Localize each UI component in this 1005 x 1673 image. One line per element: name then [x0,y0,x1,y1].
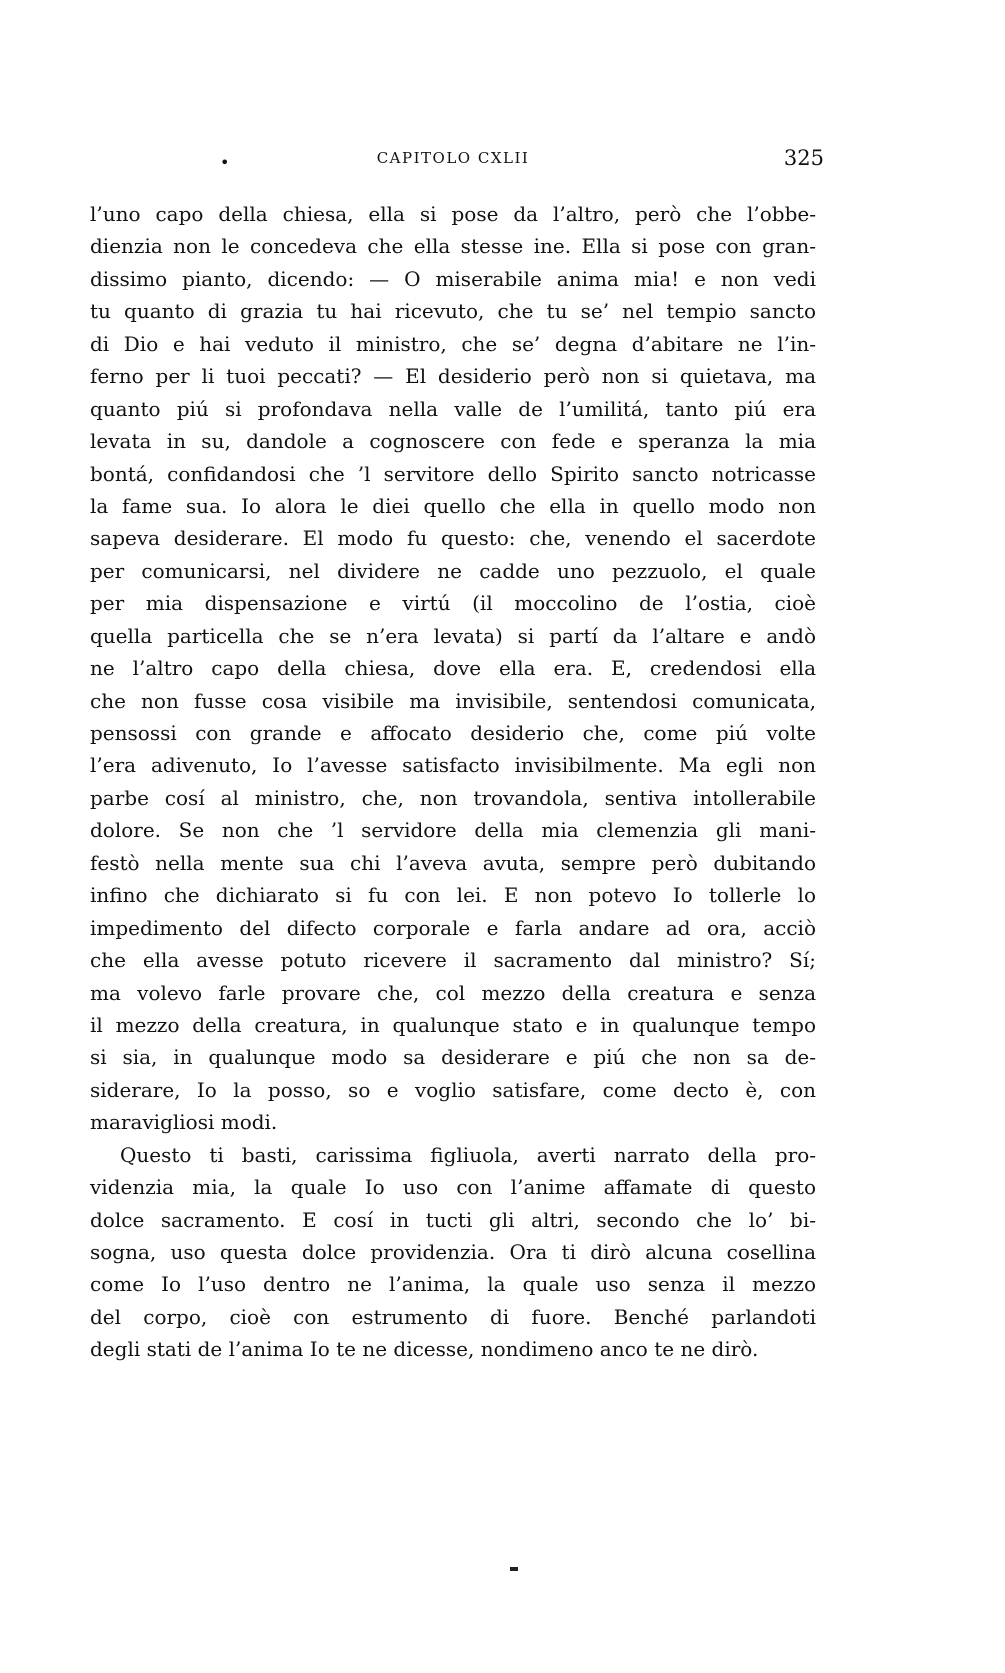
running-title: CAPITOLO CXLII [376,149,530,167]
footer-mark [510,1567,518,1571]
paragraph-1 [90,198,816,1139]
text-line: degli stati de l’anima Io te ne dicesse, nondimeno anco te ne dirò. [90,1337,759,1362]
text-line: parbe cosí al ministro, che, non trovandola, sentiva intollerabile [90,785,816,810]
text-line: il mezzo della creatura, in qualunque stato e in qualunque tempo [90,1012,816,1037]
text-line: l’era adivenuto, Io l’avesse satisfacto invisibilmente. Ma egli non [90,753,816,778]
text-line: si sia, in qualunque modo sa desiderare e piú che non sa de- [90,1045,816,1070]
text-line: tu quanto di grazia tu hai ricevuto, che tu se’ nel tempio sancto [90,299,816,324]
text-line: di Dio e hai veduto il ministro, che se’ degna d’abitare ne l’in- [90,331,816,356]
page-body [90,198,816,1366]
text-line: ne l’altro capo della chiesa, dove ella era. E, credendosi ella [90,656,816,681]
text-line: per mia dispensazione e virtú (il moccolino de l’ostia, cioè [90,591,816,616]
text-line: ferno per li tuoi peccati? — El desiderio però non si quietava, ma [90,364,816,389]
text-line: come Io l’uso dentro ne l’anima, la quale uso senza il mezzo [90,1272,816,1297]
text-line: ma volevo farle provare che, col mezzo della creatura e senza [90,980,816,1005]
text-line: infino che dichiarato si fu con lei. E non potevo Io tollerle lo [90,883,816,908]
text-line: dolore. Se non che ’l servidore della mia clemenzia gli mani- [90,818,816,843]
text-line: sogna, uso questa dolce providenzia. Ora ti dirò alcuna cosellina [90,1240,816,1264]
text-line: bontá, confidandosi che ’l servitore dello Spirito sancto notricasse [90,461,816,486]
text-line: che non fusse cosa visibile ma invisibile, sentendosi comunicata, [90,688,816,713]
text-line: sapeva desiderare. El modo fu questo: che, venendo el sacerdote [90,526,816,551]
text-line: impedimento del difecto corporale e farla andare ad ora, acciò [90,915,816,940]
text-line: del corpo, cioè con estrumento di fuore. Benché parlandoti [90,1304,816,1329]
page-number: 325 [783,146,824,170]
text-line: videnzia mia, la quale Io uso con l’anime affamate di questo [90,1175,816,1200]
page-header [88,145,824,179]
text-line: dissimo pianto, dicendo: — O miserabile anima mia! e non vedi [90,266,816,291]
text-line: maravigliosi modi. [90,1110,278,1135]
paragraph-2 [90,1139,816,1366]
text-line: pensossi con grande e affocato desiderio che, come piú volte [90,721,816,745]
text-line: dienzia non le concedeva che ella stesse ine. Ella si pose con gran- [90,234,816,259]
text-line: festò nella mente sua chi l’aveva avuta, sempre però dubitando [90,850,816,875]
text-line: dolce sacramento. E cosí in tucti gli altri, secondo che lo’ bi- [90,1207,816,1232]
text-line: quanto piú si profondava nella valle de l’umilitá, tanto piú era [90,396,816,421]
text-line: l’uno capo della chiesa, ella si pose da l’altro, però che l’obbe- [90,202,816,226]
header-bullet: • [220,153,230,172]
text-line: Questo ti basti, carissima figliuola, averti narrato della pro- [120,1142,816,1167]
text-line: per comunicarsi, nel dividere ne cadde uno pezzuolo, el quale [90,558,816,583]
text-line: quella particella che se n’era levata) si partí da l’altare e andò [90,623,816,648]
text-line: levata in su, dandole a cognoscere con fede e speranza la mia [90,429,816,454]
text-line: la fame sua. Io alora le diei quello che ella in quello modo non [90,493,816,518]
text-line: siderare, Io la posso, so e voglio satisfare, come decto è, con [90,1077,816,1102]
text-line: che ella avesse potuto ricevere il sacramento dal ministro? Sí; [90,948,816,973]
